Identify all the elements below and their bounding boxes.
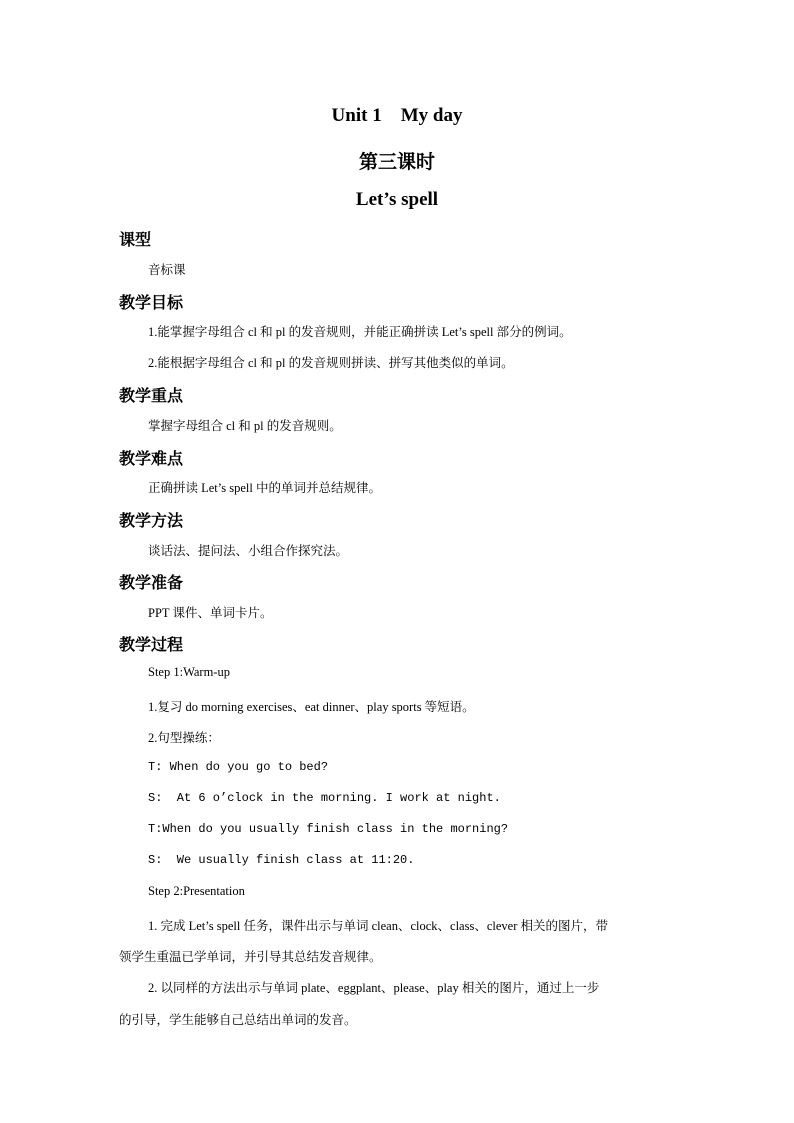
dialogue-line-2: S: At 6 o’clock in the morning. I work at night. — [148, 791, 501, 805]
methods-text: 谈话法、提问法、小组合作探究法。 — [148, 544, 349, 558]
lesson-type-text: 音标课 — [148, 263, 186, 277]
step2-item-1-line-2: 领学生重温已学单词，并引导其总结发音规律。 — [119, 950, 382, 964]
dialogue-line-3: T:When do you usually finish class in the morning? — [148, 822, 509, 836]
heading-objectives: 教学目标 — [119, 293, 184, 312]
lesson-name: Let’s spell — [355, 189, 439, 210]
heading-preparation: 教学准备 — [119, 573, 184, 592]
heading-difficulties: 教学难点 — [119, 449, 184, 468]
heading-lesson-type: 课型 — [119, 230, 152, 249]
objective-item-2: 2.能根据字母组合 cl 和 pl 的发音规则拼读、拼写其他类似的单词。 — [148, 356, 514, 370]
heading-key-points: 教学重点 — [119, 386, 184, 405]
step2-item-1-line-1: 1. 完成 Let’s spell 任务，课件出示与单词 clean、clock、class、clever 相关的图片，带 — [148, 919, 608, 933]
heading-process: 教学过程 — [119, 635, 184, 654]
objective-item-1: 1.能掌握字母组合 cl 和 pl 的发音规则，并能正确拼读 Let’s spell 部分的例词。 — [148, 325, 572, 339]
dialogue-line-1: T: When do you go to bed? — [148, 760, 329, 774]
heading-methods: 教学方法 — [119, 511, 184, 530]
lesson-period: 第三课时 — [358, 152, 435, 173]
key-points-text: 掌握字母组合 cl 和 pl 的发音规则。 — [148, 419, 342, 433]
step1-item-2: 2.句型操练： — [148, 731, 220, 745]
step2-item-2-line-2: 的引导，学生能够自己总结出单词的发音。 — [119, 1013, 357, 1027]
step1-label: Step 1:Warm-up — [148, 665, 230, 679]
step2-item-2-line-1: 2. 以同样的方法出示与单词 plate、eggplant、please、play 相关的图片，通过上一步 — [148, 981, 600, 995]
difficulties-text: 正确拼读 Let’s spell 中的单词并总结规律。 — [148, 481, 381, 495]
step2-label: Step 2:Presentation — [148, 884, 245, 898]
preparation-text: PPT 课件、单词卡片。 — [148, 606, 273, 620]
step1-item-1: 1.复习 do morning exercises、eat dinner、play sports 等短语。 — [148, 700, 475, 714]
dialogue-line-4: S: We usually finish class at 11:20. — [148, 853, 415, 867]
unit-title: Unit 1 My day — [331, 105, 463, 126]
